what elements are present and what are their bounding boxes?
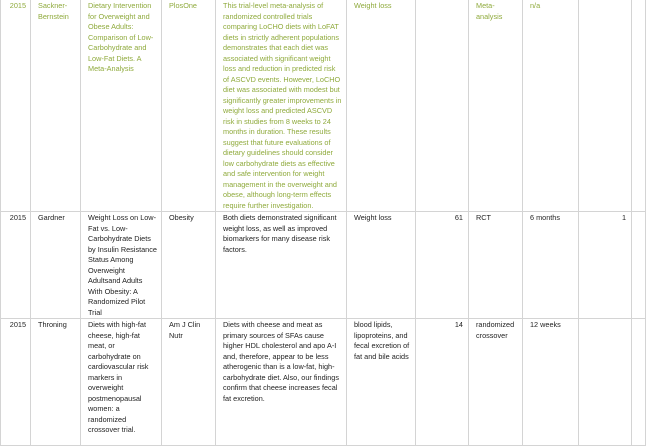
cell-year[interactable]: 2015 <box>1 319 31 446</box>
cell-title[interactable]: Diets with high-fat cheese, high-fat meat, or carbohydrate on cardiovascular risk markers in overweight postmenopausal women: a randomized crossover trial. <box>81 319 162 446</box>
cell-outcome[interactable]: Weight loss <box>347 0 416 212</box>
table-row <box>1 0 646 212</box>
table-row <box>1 319 646 446</box>
cell-extra[interactable] <box>579 0 632 212</box>
cell-sample-size[interactable]: 61 <box>416 212 469 319</box>
cell-author[interactable]: Throning <box>31 319 81 446</box>
cell-extra[interactable] <box>579 319 632 446</box>
cell-author[interactable]: Sackner-Bernstein <box>31 0 81 212</box>
cell-author[interactable]: Gardner <box>31 212 81 319</box>
cell-empty[interactable] <box>632 212 646 319</box>
cell-duration[interactable]: 12 weeks <box>523 319 579 446</box>
cell-outcome[interactable]: blood lipids, lipoproteins, and fecal excretion of fat and bile acids <box>347 319 416 446</box>
cell-journal[interactable]: Am J Clin Nutr <box>162 319 216 446</box>
cell-design[interactable]: RCT <box>469 212 523 319</box>
cell-design[interactable]: Meta-analysis <box>469 0 523 212</box>
cell-outcome[interactable]: Weight loss <box>347 212 416 319</box>
cell-summary[interactable]: This trial-level meta-analysis of randomized controlled trials comparing LoCHO diets with LoFAT diets in strictly adherent populations demonstrates that each diet was associated with significant weight loss and reduction in predicted risk of ASCVD events. However, LoCHO diet was associated with modest but significantly greater improvements in weight loss and predicted ASCVD risk in studies from 8 weeks to 24 months in duration. These results suggest that future evaluations of dietary guidelines should consider low carbohydrate diets as effective and safe intervention for weight management in the overweight and obese, although long-term effects require further investigation. <box>216 0 347 212</box>
cell-sample-size[interactable] <box>416 0 469 212</box>
cell-empty[interactable] <box>632 319 646 446</box>
cell-summary[interactable]: Both diets demonstrated significant weight loss, as well as improved biomarkers for many disease risk factors. <box>216 212 347 319</box>
cell-title[interactable]: Dietary Intervention for Overweight and Obese Adults: Comparison of Low-Carbohydrate and Low-Fat Diets. A Meta-Analysis <box>81 0 162 212</box>
cell-extra[interactable]: 1 <box>579 212 632 319</box>
cell-duration[interactable]: n/a <box>523 0 579 212</box>
cell-journal[interactable]: Obesity <box>162 212 216 319</box>
cell-duration[interactable]: 6 months <box>523 212 579 319</box>
cell-title[interactable]: Weight Loss on Low-Fat vs. Low-Carbohydrate Diets by Insulin Resistance Status Among Overweight Adultsand Adults With Obesity: A Randomized Pilot Trial <box>81 212 162 319</box>
cell-year[interactable]: 2015 <box>1 212 31 319</box>
table-row <box>1 212 646 319</box>
cell-journal[interactable]: PlosOne <box>162 0 216 212</box>
cell-sample-size[interactable]: 14 <box>416 319 469 446</box>
cell-summary[interactable]: Diets with cheese and meat as primary sources of SFAs cause higher HDL cholesterol and apo A-I and, therefore, appear to be less atherogenic than is a low-fat, high-carbohydrate diet. Also, our findings confirm that cheese increases fecal fat excretion. <box>216 319 347 446</box>
cell-empty[interactable] <box>632 0 646 212</box>
cell-year[interactable]: 2015 <box>1 0 31 212</box>
cell-design[interactable]: randomized crossover <box>469 319 523 446</box>
